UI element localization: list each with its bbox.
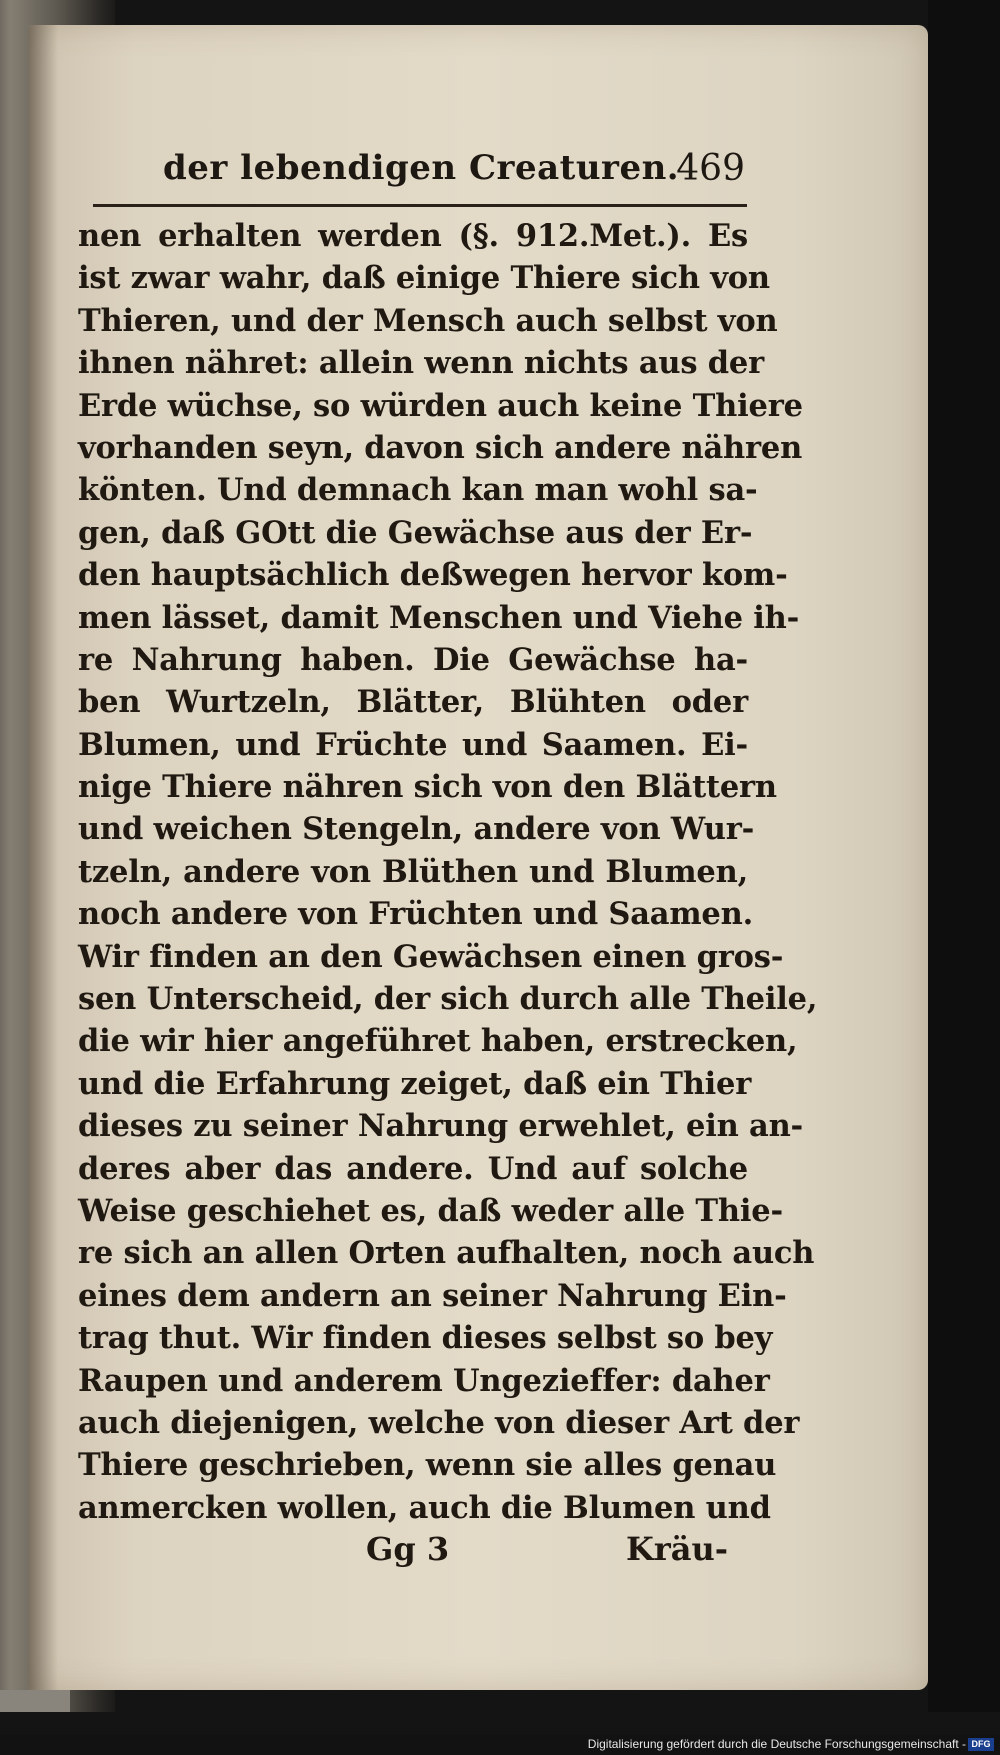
text-line: re sich an allen Orten aufhalten, noch auch — [78, 1235, 815, 1272]
text-line: die wir hier angeführet haben, erstrecken, — [78, 1023, 798, 1060]
text-line: trag thut. Wir finden dieses selbst so bey — [78, 1320, 773, 1357]
text-line: gen, daß GOtt die Gewächse aus der Er- — [78, 514, 753, 551]
text-line: men lässet, damit Menschen und Viehe ih- — [78, 599, 800, 636]
facing-page-corner — [0, 1690, 70, 1712]
text-line: Raupen und anderem Ungezieffer: daher — [78, 1362, 770, 1399]
text-line: nige Thiere nähren sich von den Blättern — [78, 769, 777, 806]
text-line: ist zwar wahr, daß einige Thiere sich von — [78, 260, 770, 297]
credit-bar — [0, 1735, 1000, 1755]
text-line: auch diejenigen, welche von dieser Art der — [78, 1404, 800, 1441]
text-line: Blumen, und Früchte und Saamen. Ei- — [78, 726, 748, 763]
text-line: nen erhalten werden (§. 912.Met.). Es — [78, 218, 748, 254]
funding-credit: Digitalisierung gefördert durch die Deutsche Forschungsgemeinschaft - — [587, 1737, 966, 1751]
signature-mark: Gg 3 — [366, 1530, 450, 1568]
text-line: tzeln, andere von Blüthen und Blumen, — [78, 853, 748, 890]
scan-background-right — [928, 0, 1000, 1712]
page-header — [93, 120, 745, 200]
header-rule — [93, 204, 747, 207]
text-line: anmercken wollen, auch die Blumen und — [78, 1489, 771, 1526]
book-page — [28, 25, 928, 1690]
text-line: den hauptsächlich deßwegen hervor kom- — [78, 557, 788, 594]
text-line: vorhanden seyn, davon sich andere nähren — [78, 429, 803, 466]
text-line: ihnen nähret: allein wenn nichts aus der — [78, 345, 764, 382]
text-line: Thiere geschrieben, wenn sie alles genau — [78, 1447, 777, 1484]
dfg-logo: DFG — [968, 1738, 994, 1751]
text-line: Wir finden an den Gewächsen einen gros- — [78, 938, 784, 975]
text-line: dieses zu seiner Nahrung erwehlet, ein an- — [78, 1108, 804, 1145]
text-line: Thieren, und der Mensch auch selbst von — [78, 302, 778, 339]
body-text — [78, 215, 818, 1529]
running-title: der lebendigen Creaturen. — [163, 148, 680, 188]
text-line: Erde wüchse, so würden auch keine Thiere — [78, 387, 803, 424]
text-line: und die Erfahrung zeiget, daß ein Thier — [78, 1065, 752, 1102]
text-line: deres aber das andere. Und auf solche — [78, 1150, 748, 1187]
page-number: 469 — [676, 148, 745, 189]
text-line: könten. Und demnach kan man wohl sa- — [78, 472, 758, 509]
page-footer — [358, 1530, 728, 1580]
text-line: und weichen Stengeln, andere von Wur- — [78, 811, 755, 848]
catchword: Kräu- — [626, 1530, 728, 1568]
text-line: sen Unterscheid, der sich durch alle Theile, — [78, 981, 818, 1018]
text-line: re Nahrung haben. Die Gewächse ha- — [78, 641, 748, 678]
text-line: eines dem andern an seiner Nahrung Ein- — [78, 1277, 787, 1314]
text-line: noch andere von Früchten und Saamen. — [78, 896, 754, 933]
text-line: ben Wurtzeln, Blätter, Blühten oder — [78, 684, 748, 721]
text-line: Weise geschiehet es, daß weder alle Thie- — [78, 1192, 783, 1229]
page-spine-shadow — [28, 25, 58, 1690]
